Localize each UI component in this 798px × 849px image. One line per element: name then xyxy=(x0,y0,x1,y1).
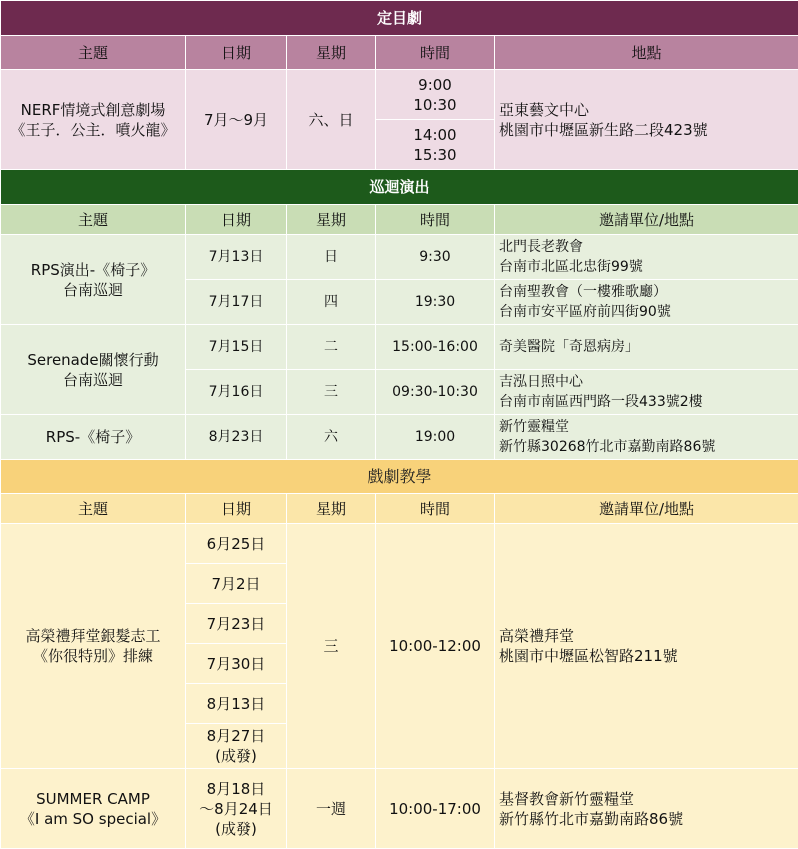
header-venue: 邀請單位/地點 xyxy=(495,494,798,524)
time-cell: 9:00 10:30 xyxy=(376,70,495,120)
date-cell: 7月2日 xyxy=(186,564,287,604)
date-cell: 8月13日 xyxy=(186,684,287,724)
time-cell: 19:00 xyxy=(376,415,495,460)
date-cell: 7月～9月 xyxy=(186,70,287,170)
time-cell: 15:00-16:00 xyxy=(376,325,495,370)
topic-cell: SUMMER CAMP 《I am SO special》 xyxy=(1,769,186,849)
date-cell: 7月17日 xyxy=(186,280,287,325)
topic-cell: RPS演出-《椅子》 台南巡迴 xyxy=(1,235,186,325)
header-weekday: 星期 xyxy=(287,36,376,70)
weekday-cell: 六、日 xyxy=(287,70,376,170)
header-date: 日期 xyxy=(186,205,287,235)
topic-cell: 高榮禮拜堂銀髮志工 《你很特別》排練 xyxy=(1,524,186,769)
venue-cell: 基督教會新竹靈糧堂 新竹縣竹北市嘉勤南路86號 xyxy=(495,769,798,849)
date-cell: 7月16日 xyxy=(186,370,287,415)
header-topic: 主題 xyxy=(1,36,186,70)
header-time: 時間 xyxy=(376,205,495,235)
date-cell: 6月25日 xyxy=(186,524,287,564)
date-cell: 7月13日 xyxy=(186,235,287,280)
header-topic: 主題 xyxy=(1,494,186,524)
time-cell: 10:00-17:00 xyxy=(376,769,495,849)
header-weekday: 星期 xyxy=(287,205,376,235)
weekday-cell: 四 xyxy=(287,280,376,325)
venue-cell: 新竹靈糧堂 新竹縣30268竹北市嘉勤南路86號 xyxy=(495,415,798,460)
header-venue: 地點 xyxy=(495,36,798,70)
venue-cell: 台南聖教會（一樓雅歌廳） 台南市安平區府前四街90號 xyxy=(495,280,798,325)
topic-cell: Serenade關懷行動 台南巡迴 xyxy=(1,325,186,415)
date-cell: 7月30日 xyxy=(186,644,287,684)
time-cell: 9:30 xyxy=(376,235,495,280)
weekday-cell: 三 xyxy=(287,370,376,415)
section-title-tour: 巡迴演出 xyxy=(1,170,798,205)
section-title-repertory: 定目劇 xyxy=(1,1,798,36)
section-title-teaching: 戲劇教學 xyxy=(1,460,798,494)
weekday-cell: 二 xyxy=(287,325,376,370)
weekday-cell: 一週 xyxy=(287,769,376,849)
header-date: 日期 xyxy=(186,494,287,524)
time-cell: 10:00-12:00 xyxy=(376,524,495,769)
time-cell: 09:30-10:30 xyxy=(376,370,495,415)
date-cell: 8月27日 (成發) xyxy=(186,724,287,769)
time-cell: 14:00 15:30 xyxy=(376,120,495,170)
venue-cell: 奇美醫院「奇恩病房」 xyxy=(495,325,798,370)
date-cell: 8月18日 ～8月24日 (成發) xyxy=(186,769,287,849)
date-cell: 7月15日 xyxy=(186,325,287,370)
venue-cell: 吉泓日照中心 台南市南區西門路一段433號2樓 xyxy=(495,370,798,415)
time-cell: 19:30 xyxy=(376,280,495,325)
header-date: 日期 xyxy=(186,36,287,70)
venue-cell: 高榮禮拜堂 桃園市中壢區松智路211號 xyxy=(495,524,798,769)
topic-cell: RPS-《椅子》 xyxy=(1,415,186,460)
weekday-cell: 日 xyxy=(287,235,376,280)
venue-cell: 亞東藝文中心 桃園市中壢區新生路二段423號 xyxy=(495,70,798,170)
topic-cell: NERF情境式創意劇場 《王子．公主．噴火龍》 xyxy=(1,70,186,170)
header-time: 時間 xyxy=(376,36,495,70)
header-time: 時間 xyxy=(376,494,495,524)
weekday-cell: 三 xyxy=(287,524,376,769)
header-venue: 邀請單位/地點 xyxy=(495,205,798,235)
date-cell: 8月23日 xyxy=(186,415,287,460)
header-topic: 主題 xyxy=(1,205,186,235)
date-cell: 7月23日 xyxy=(186,604,287,644)
weekday-cell: 六 xyxy=(287,415,376,460)
header-weekday: 星期 xyxy=(287,494,376,524)
venue-cell: 北門長老教會 台南市北區北忠街99號 xyxy=(495,235,798,280)
